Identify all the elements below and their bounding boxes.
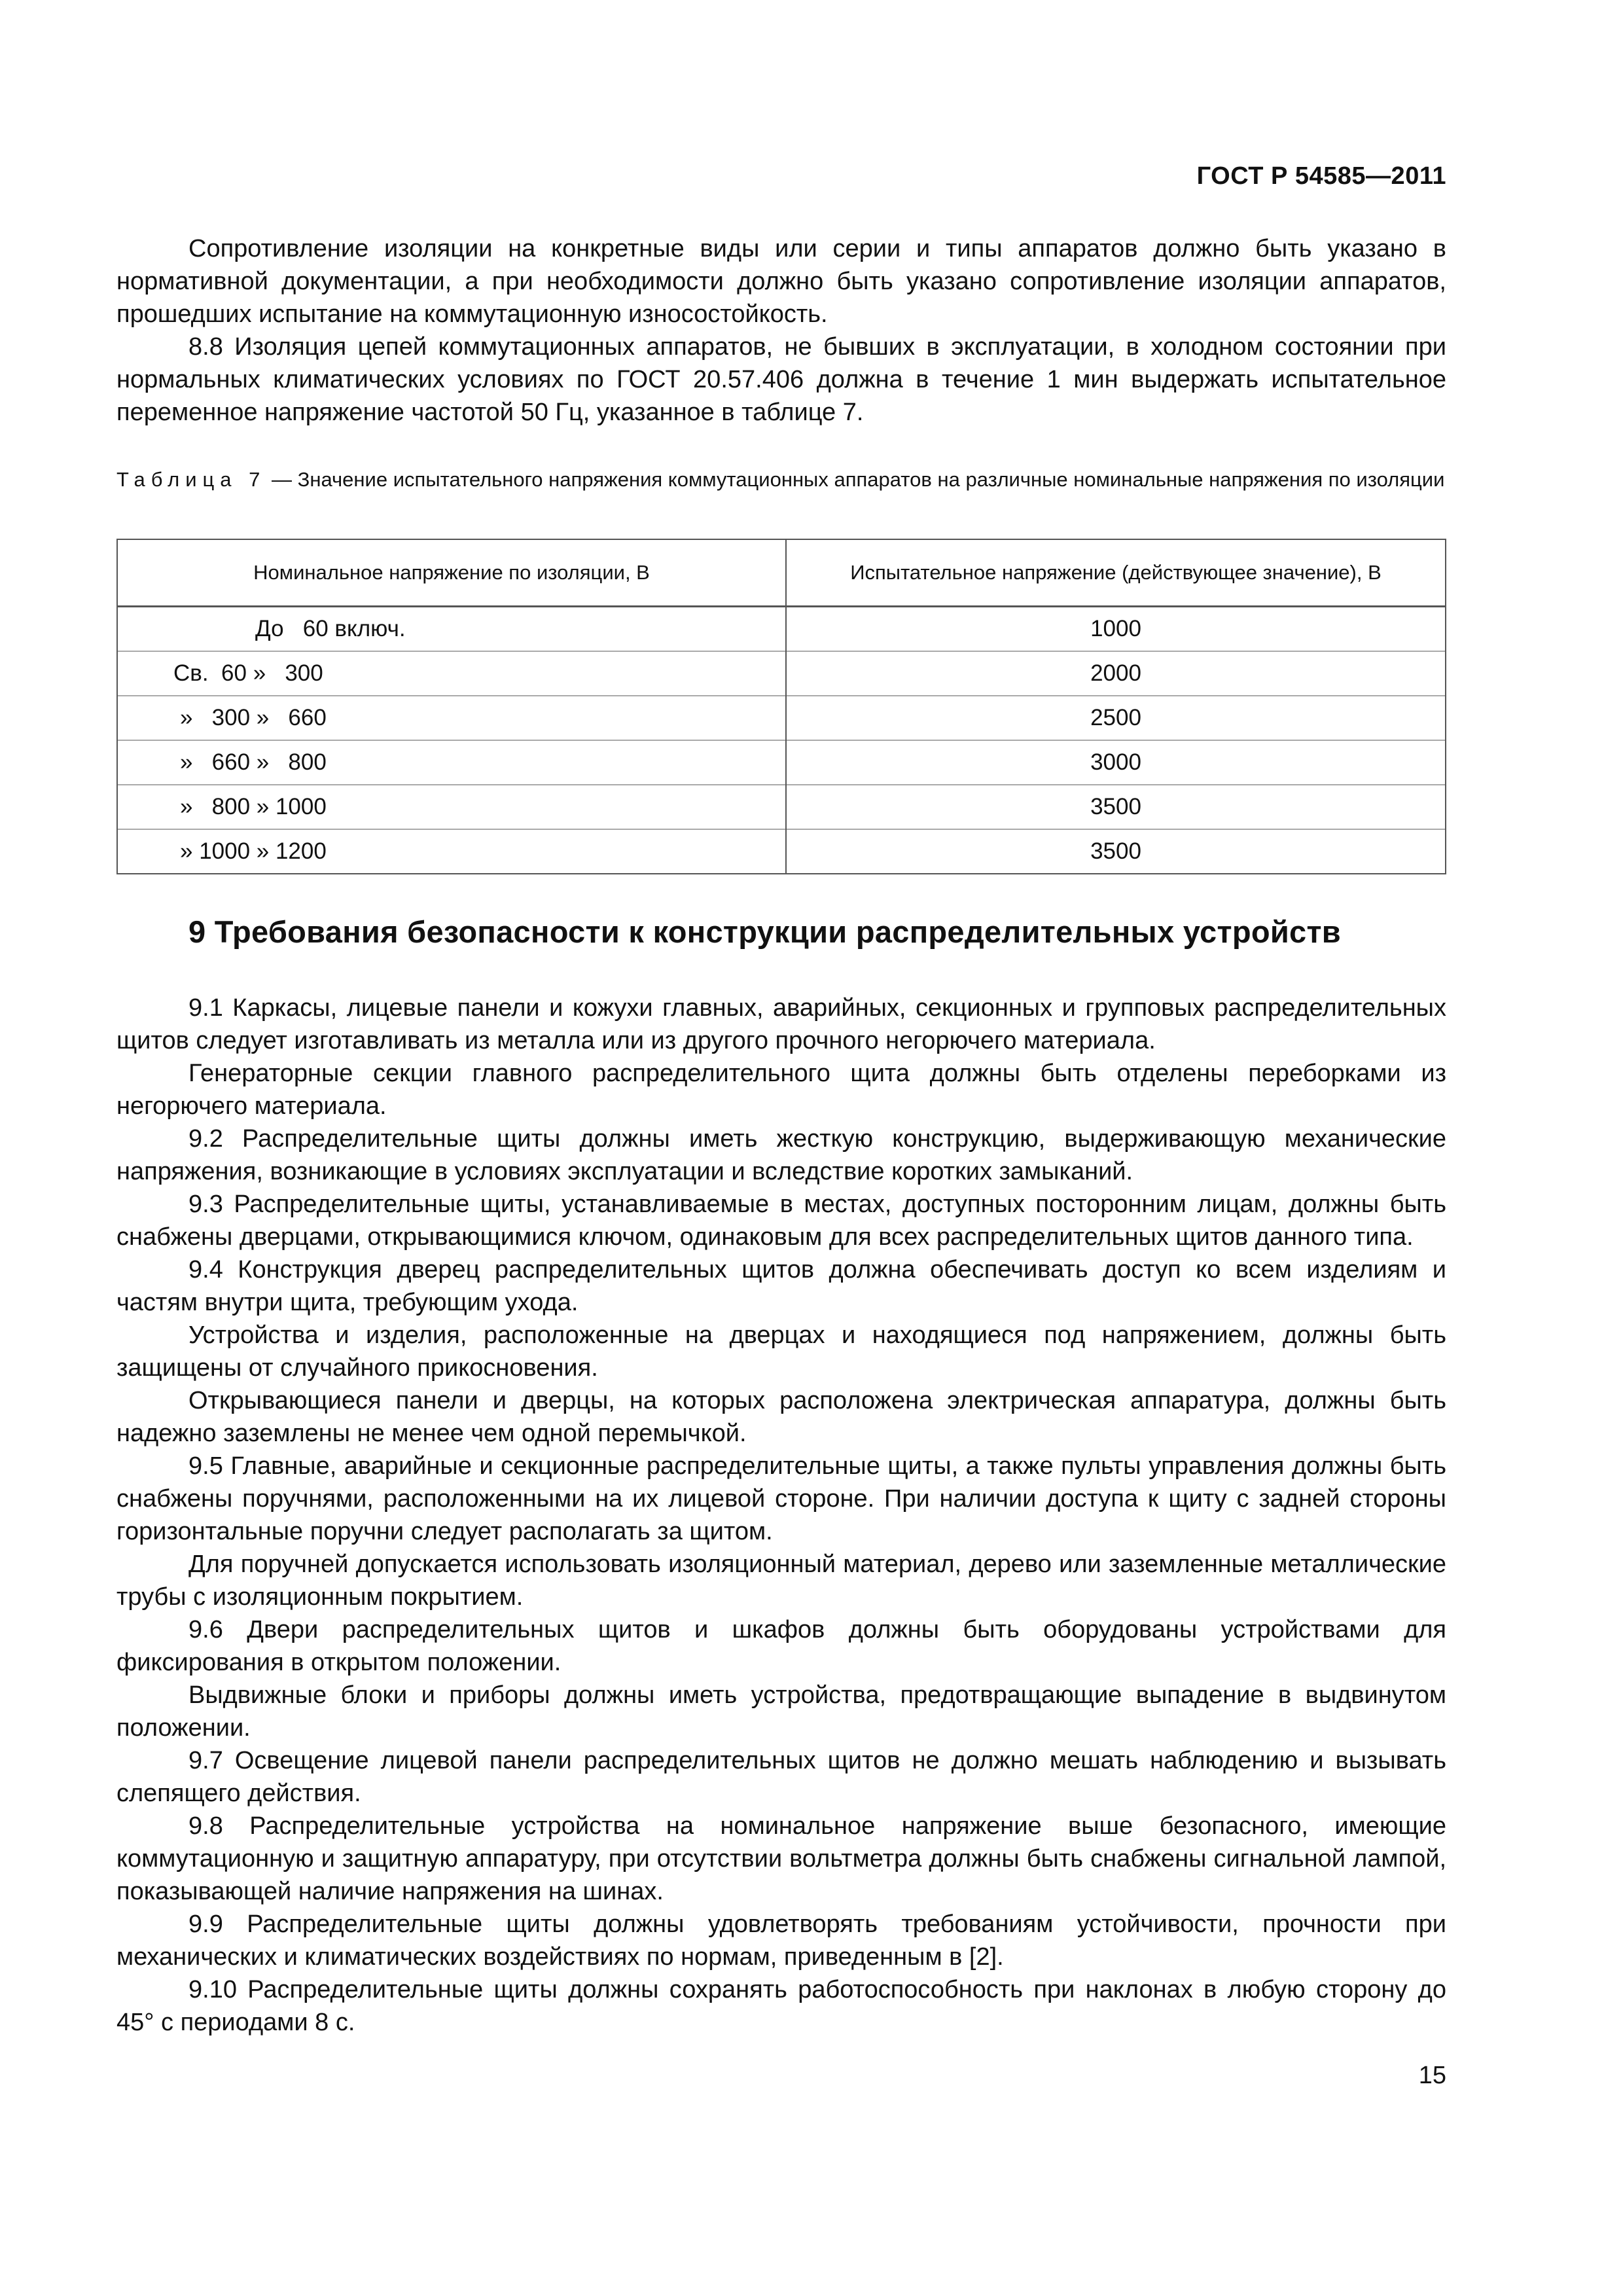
paragraph: Сопротивление изоляции на конкретные виды или серии и типы аппаратов должно быть указано в нормативной документации, а при необходимости должно быть указано сопротивление изоляции аппаратов, прошедших испытание на коммутационную износостойкость.	[116, 235, 1446, 328]
test-cell: 1000	[786, 607, 1446, 652]
nominal-cell: » 660 » 800	[117, 740, 786, 785]
test-cell: 3500	[786, 829, 1446, 874]
column-header-test: Испытательное напряжение (действующее значение), В	[786, 539, 1446, 607]
test-voltage-table	[116, 539, 1446, 874]
paragraph: 9.4 Конструкция дверец распределительных щитов должна обеспечивать доступ ко всем изделиям и частям внутри щита, требующим ухода.	[116, 1256, 1446, 1316]
test-cell: 2000	[786, 651, 1446, 696]
paragraph: Устройства и изделия, расположенные на дверцах и находящиеся под напряжением, должны быть защищены от случайного прикосновения.	[116, 1321, 1446, 1382]
paragraph: 9.7 Освещение лицевой панели распределительных щитов не должно мешать наблюдению и вызывать слепящего действия.	[116, 1747, 1446, 1807]
paragraph: 8.8 Изоляция цепей коммутационных аппаратов, не бывших в эксплуатации, в холодном состоянии при нормальных климатических условиях по ГОСТ 20.57.406 должна в течение 1 мин выдержать испытательное переменное напряжение частотой 50 Гц, указанное в таблице 7.	[116, 333, 1446, 426]
paragraph: Для поручней допускается использовать изоляционный материал, дерево или заземленные металлические трубы с изоляционным покрытием.	[116, 1551, 1446, 1611]
nominal-cell: » 800 » 1000	[117, 785, 786, 829]
test-cell: 3500	[786, 785, 1446, 829]
table-row	[117, 740, 1446, 785]
paragraph: 9.2 Распределительные щиты должны иметь жесткую конструкцию, выдерживающую механические напряжения, возникающие в условиях эксплуатации и вследствие коротких замыканий.	[116, 1125, 1446, 1185]
paragraph: 9.10 Распределительные щиты должны сохранять работоспособность при наклонах в любую сторону до 45° с периодами 8 с.	[116, 1976, 1446, 2036]
paragraph: Открывающиеся панели и дверцы, на которых расположена электрическая аппаратура, должны быть надежно заземлены не менее чем одной перемычкой.	[116, 1387, 1446, 1447]
nominal-cell: » 1000 » 1200	[117, 829, 786, 874]
paragraph: Генераторные секции главного распределительного щита должны быть отделены переборками из негорючего материала.	[116, 1060, 1446, 1120]
section-heading: 9 Требования безопасности к конструкции распределительных устройств	[188, 914, 1341, 949]
test-cell: 2500	[786, 696, 1446, 740]
table-caption	[116, 466, 1446, 493]
paragraph: 9.3 Распределительные щиты, устанавливаемые в местах, доступных посторонним лицам, должны быть снабжены дверцами, открывающимися ключом, одинаковым для всех распределительных щитов данного типа.	[116, 1191, 1446, 1251]
table-row	[117, 696, 1446, 740]
paragraph: 9.9 Распределительные щиты должны удовлетворять требованиям устойчивости, прочности при механических и климатических воздействиях по нормам, приведенным в [2].	[116, 1910, 1446, 1971]
nominal-cell: Св. 60 » 300	[117, 651, 786, 696]
table-caption-label: Таблица 7	[116, 468, 266, 491]
table-row	[117, 651, 1446, 696]
paragraph: 9.1 Каркасы, лицевые панели и кожухи главных, аварийных, секционных и групповых распределительных щитов следует изготавливать из металла или из другого прочного негорючего материала.	[116, 994, 1446, 1054]
paragraph: 9.8 Распределительные устройства на номинальное напряжение выше безопасного, имеющие коммутационную и защитную аппаратуру, при отсутствии вольтметра должны быть снабжены сигнальной лампой, показывающей наличие напряжения на шинах.	[116, 1812, 1446, 1905]
table-caption-text: — Значение испытательного напряжения коммутационных аппаратов на различные номинальные напряжения по изоляции	[266, 468, 1445, 491]
top-text-block	[116, 232, 1446, 429]
page-number: 15	[1418, 2062, 1446, 2089]
paragraph: 9.5 Главные, аварийные и секционные распределительные щиты, а также пульты управления должны быть снабжены поручнями, расположенными на их лицевой стороне. При наличии доступа к щиту с задней стороны горизонтальные поручни следует располагать за щитом.	[116, 1452, 1446, 1545]
paragraph: Выдвижные блоки и приборы должны иметь устройства, предотвращающие выпадение в выдвинутом положении.	[116, 1681, 1446, 1742]
section-body	[116, 992, 1446, 2039]
nominal-cell: До 60 включ.	[117, 607, 786, 652]
table-header-row	[117, 539, 1446, 607]
paragraph: 9.6 Двери распределительных щитов и шкафов должны быть оборудованы устройствами для фиксирования в открытом положении.	[116, 1616, 1446, 1676]
column-header-nominal: Номинальное напряжение по изоляции, В	[117, 539, 786, 607]
table-row	[117, 829, 1446, 874]
table-row	[117, 607, 1446, 652]
document-number: ГОСТ Р 54585—2011	[1196, 162, 1446, 190]
table-row	[117, 785, 1446, 829]
nominal-cell: » 300 » 660	[117, 696, 786, 740]
test-cell: 3000	[786, 740, 1446, 785]
